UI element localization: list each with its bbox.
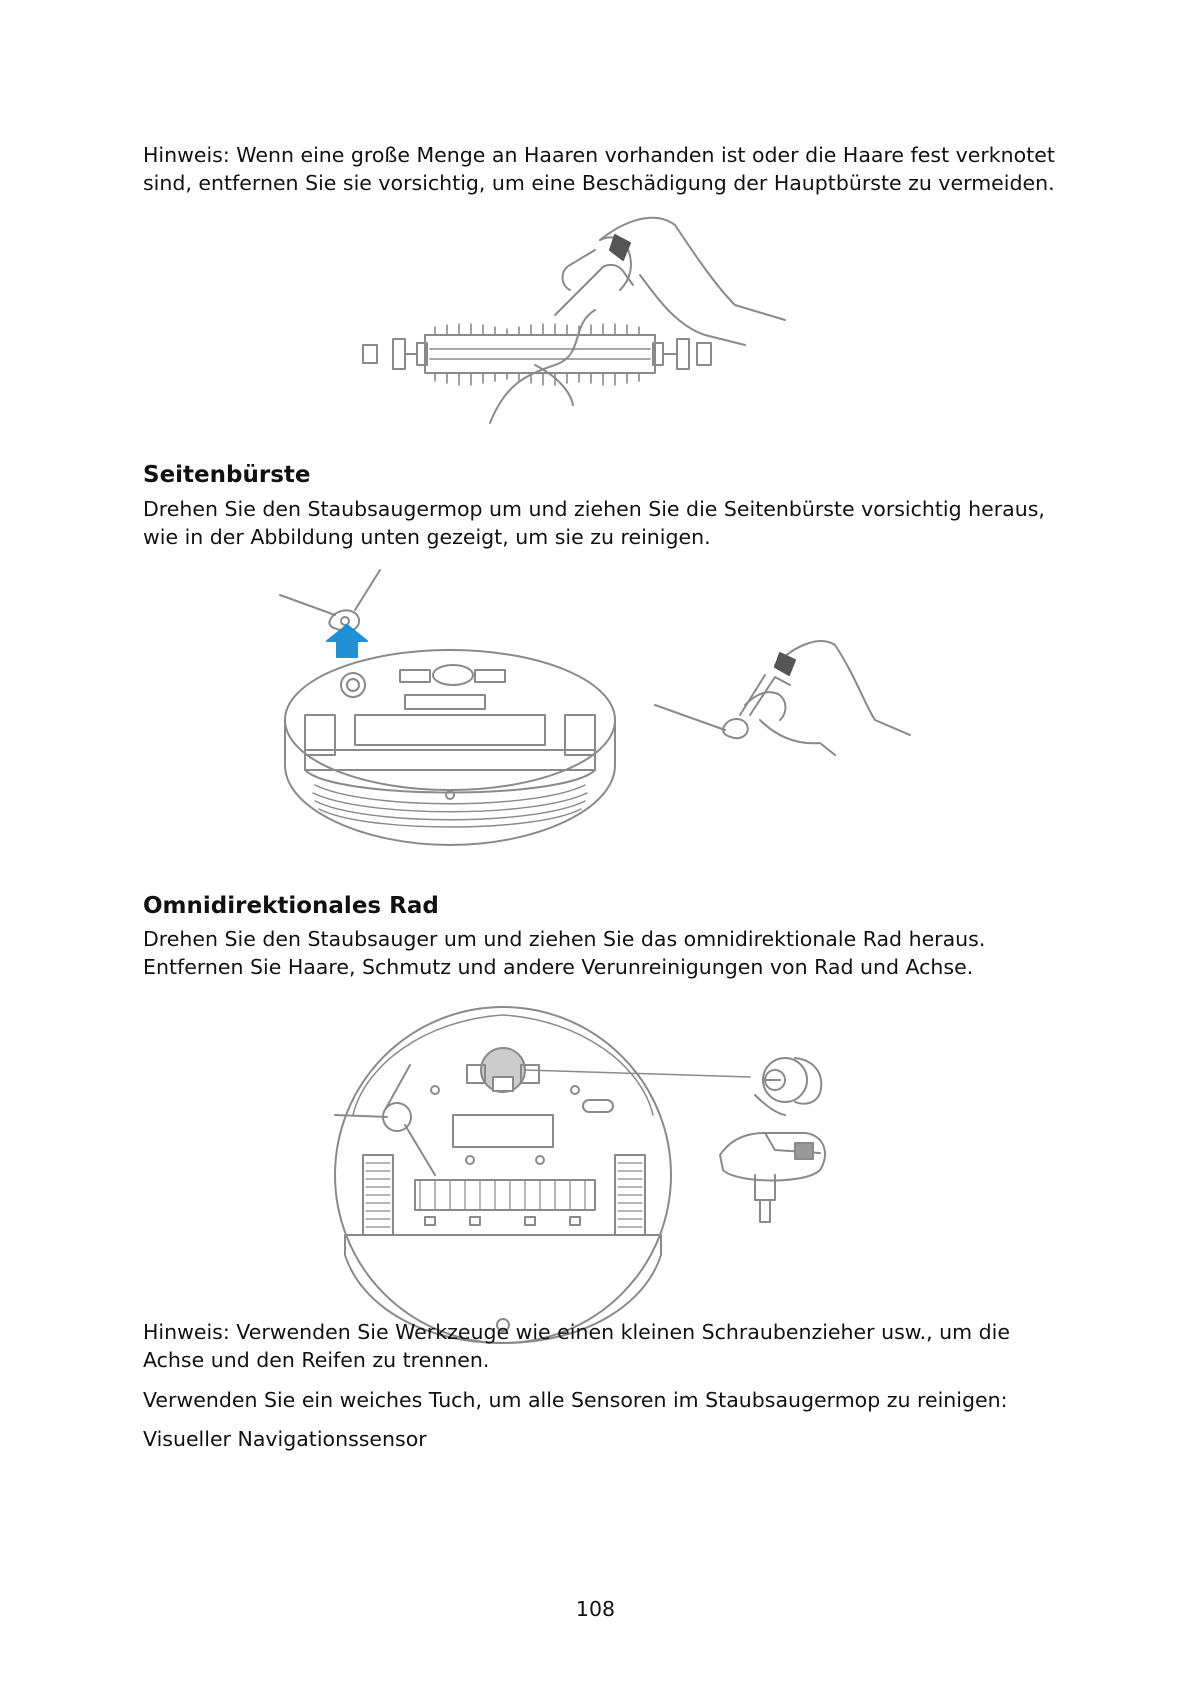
side-brush-heading: Seitenbürste <box>143 462 311 488</box>
side-brush-line-2: wie in der Abbildung unten gezeigt, um sie zu reinigen. <box>143 525 711 549</box>
omni-wheel-line-1: Drehen Sie den Staubsauger um und ziehen Sie das omnidirektionale Rad heraus. <box>143 927 986 951</box>
omni-wheel-illustration <box>325 1005 885 1350</box>
omni-wheel-heading: Omnidirektionales Rad <box>143 893 439 919</box>
side-brush-line-1: Drehen Sie den Staubsaugermop um und ziehen Sie die Seitenbürste vorsichtig heraus, <box>143 497 1045 521</box>
note-brush-line-1: Hinweis: Wenn eine große Menge an Haaren vorhanden ist oder die Haare fest verknotet <box>143 143 1055 167</box>
arrow-up-icon <box>327 625 367 657</box>
omni-wheel-line-2: Entfernen Sie Haare, Schmutz und andere Verunreinigungen von Rad und Achse. <box>143 955 974 979</box>
note-tools-line-2: Achse und den Reifen zu trennen. <box>143 1348 490 1372</box>
side-brush-icon <box>280 570 380 631</box>
note-tools-line-1: Hinweis: Verwenden Sie Werkzeuge wie einen kleinen Schraubenzieher usw., um die <box>143 1320 1010 1344</box>
sensor-item: Visueller Navigationssensor <box>143 1427 427 1451</box>
sensors-instruction: Verwenden Sie ein weiches Tuch, um alle Sensoren im Staubsaugermop zu reinigen: <box>143 1388 1008 1412</box>
side-brush-illustration <box>275 565 935 855</box>
main-brush-illustration <box>355 215 855 425</box>
note-brush-line-2: sind, entfernen Sie sie vorsichtig, um eine Beschädigung der Hauptbürste zu vermeiden. <box>143 171 1055 195</box>
page-number: 108 <box>575 1597 616 1621</box>
